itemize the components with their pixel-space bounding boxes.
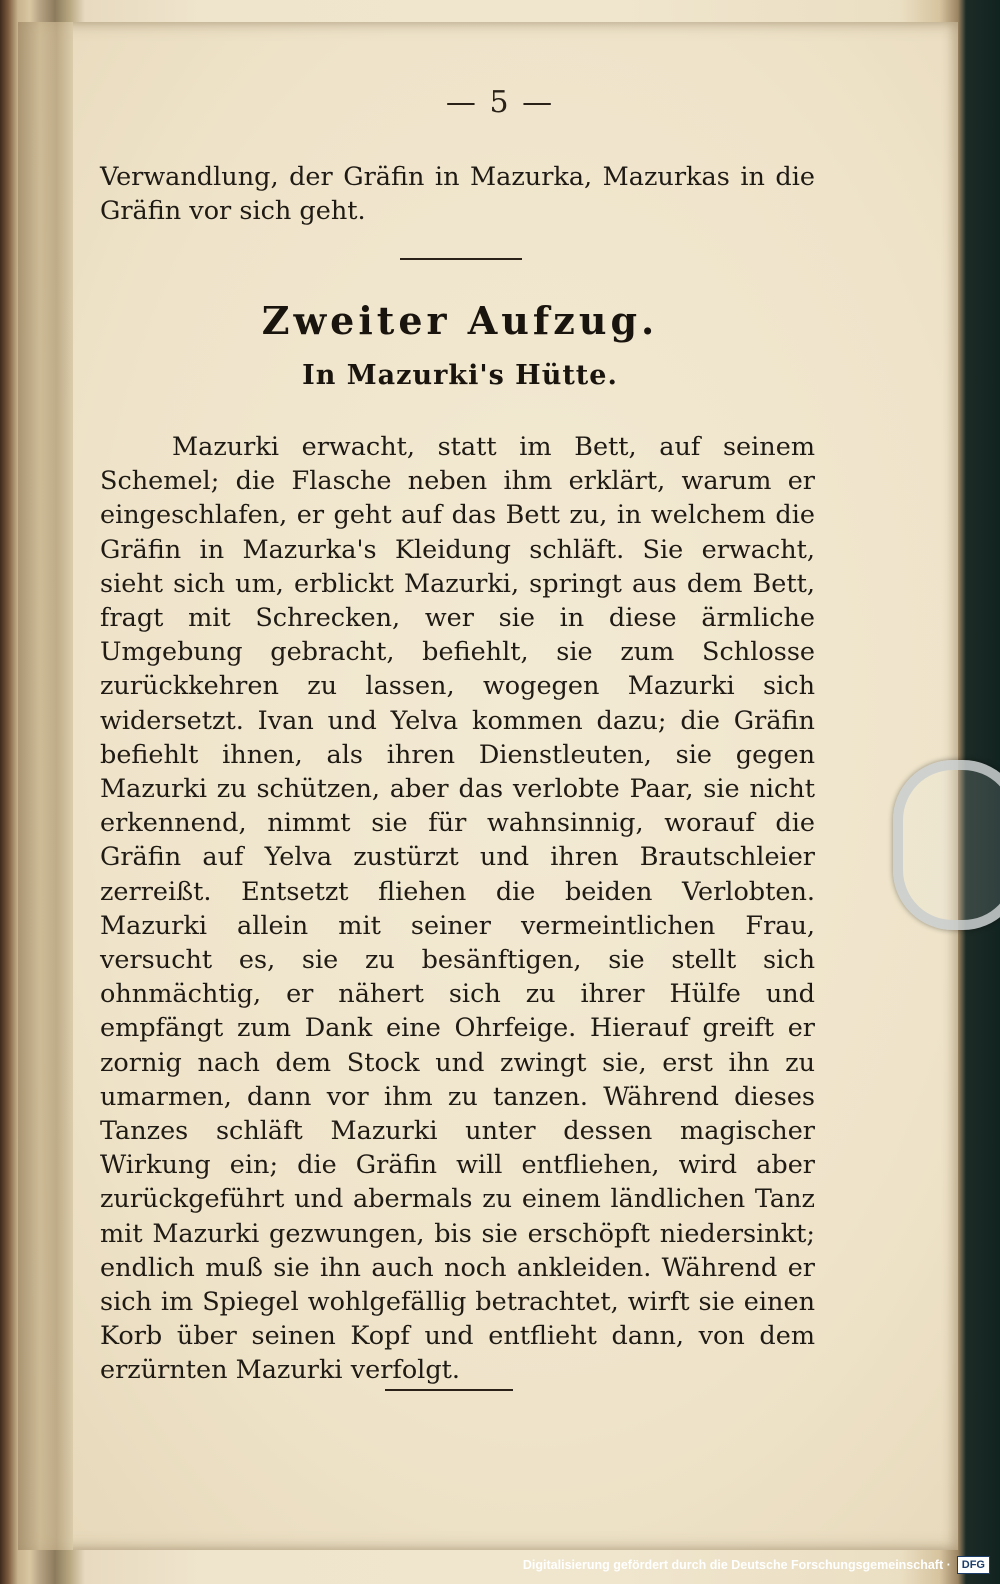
dfg-logo: DFG [957, 1556, 990, 1574]
scene-heading: In Mazurki's Hütte. [302, 360, 618, 391]
page-gutter [18, 22, 73, 1550]
page-number: — 5 — [445, 85, 555, 120]
intro-paragraph [100, 160, 815, 228]
digitization-footer [523, 1552, 990, 1578]
body-paragraph [100, 430, 815, 1388]
divider-bottom [385, 1389, 513, 1391]
act-heading: Zweiter Aufzug. [261, 298, 659, 343]
paperclip [893, 760, 1000, 930]
body-text: Mazurki erwacht, statt im Bett, auf seinem Schemel; die Flasche neben ihm erklärt, warum er eingeschlafen, er geht auf das Bett zu, in welchem die Gräfin in Mazurka's Kleidung schläft. Sie erwacht, sieht sich um, erblickt Mazurki, springt aus dem Bett, fragt mit Schrecken, wer sie in diese ärmliche Umgebung gebracht, befiehlt, sie zum Schlosse zurückkehren zu lassen, wogegen Mazurki sich widersetzt. Ivan und Yelva kommen dazu; die Gräfin befiehlt ihnen, als ihren Dienstleuten, sie gegen Mazurki zu schützen, aber das verlobte Paar, sie nicht erkennend, nimmt sie für wahnsinnig, worauf die Gräfin auf Yelva zustürzt und ihren Brautschleier zerreißt. Entsetzt fliehen die beiden Verlobten. Mazurki allein mit seiner vermeintlichen Frau, versucht es, sie zu besänftigen, sie stellt sich ohnmächtig, er nähert sich zu ihrer Hülfe und empfängt zum Dank eine Ohrfeige. Hierauf greift er zornig nach dem Stock und zwingt sie, erst ihn zu umarmen, dann vor ihm zu tanzen. Während dieses Tanzes schläft Mazurki unter dessen magischer Wirkung ein; die Gräfin will entfliehen, wird aber zurückgeführt und abermals zu einem ländlichen Tanz mit Mazurki gezwungen, bis sie erschöpft niedersinkt; endlich muß sie ihn auch noch ankleiden. Während er sich im Spiegel wohlgefällig betrachtet, wirft sie einen Korb über seinen Kopf und entflieht dann, von dem erzürnten Mazurki verfolgt. [100, 432, 815, 1386]
divider-top [400, 258, 522, 260]
footer-credit: Digitalisierung gefördert durch die Deutsche Forschungsgemeinschaft · [522, 1558, 951, 1572]
intro-text: Verwandlung, der Gräfin in Mazurka, Mazurkas in die Gräfin vor sich geht. [100, 162, 815, 227]
